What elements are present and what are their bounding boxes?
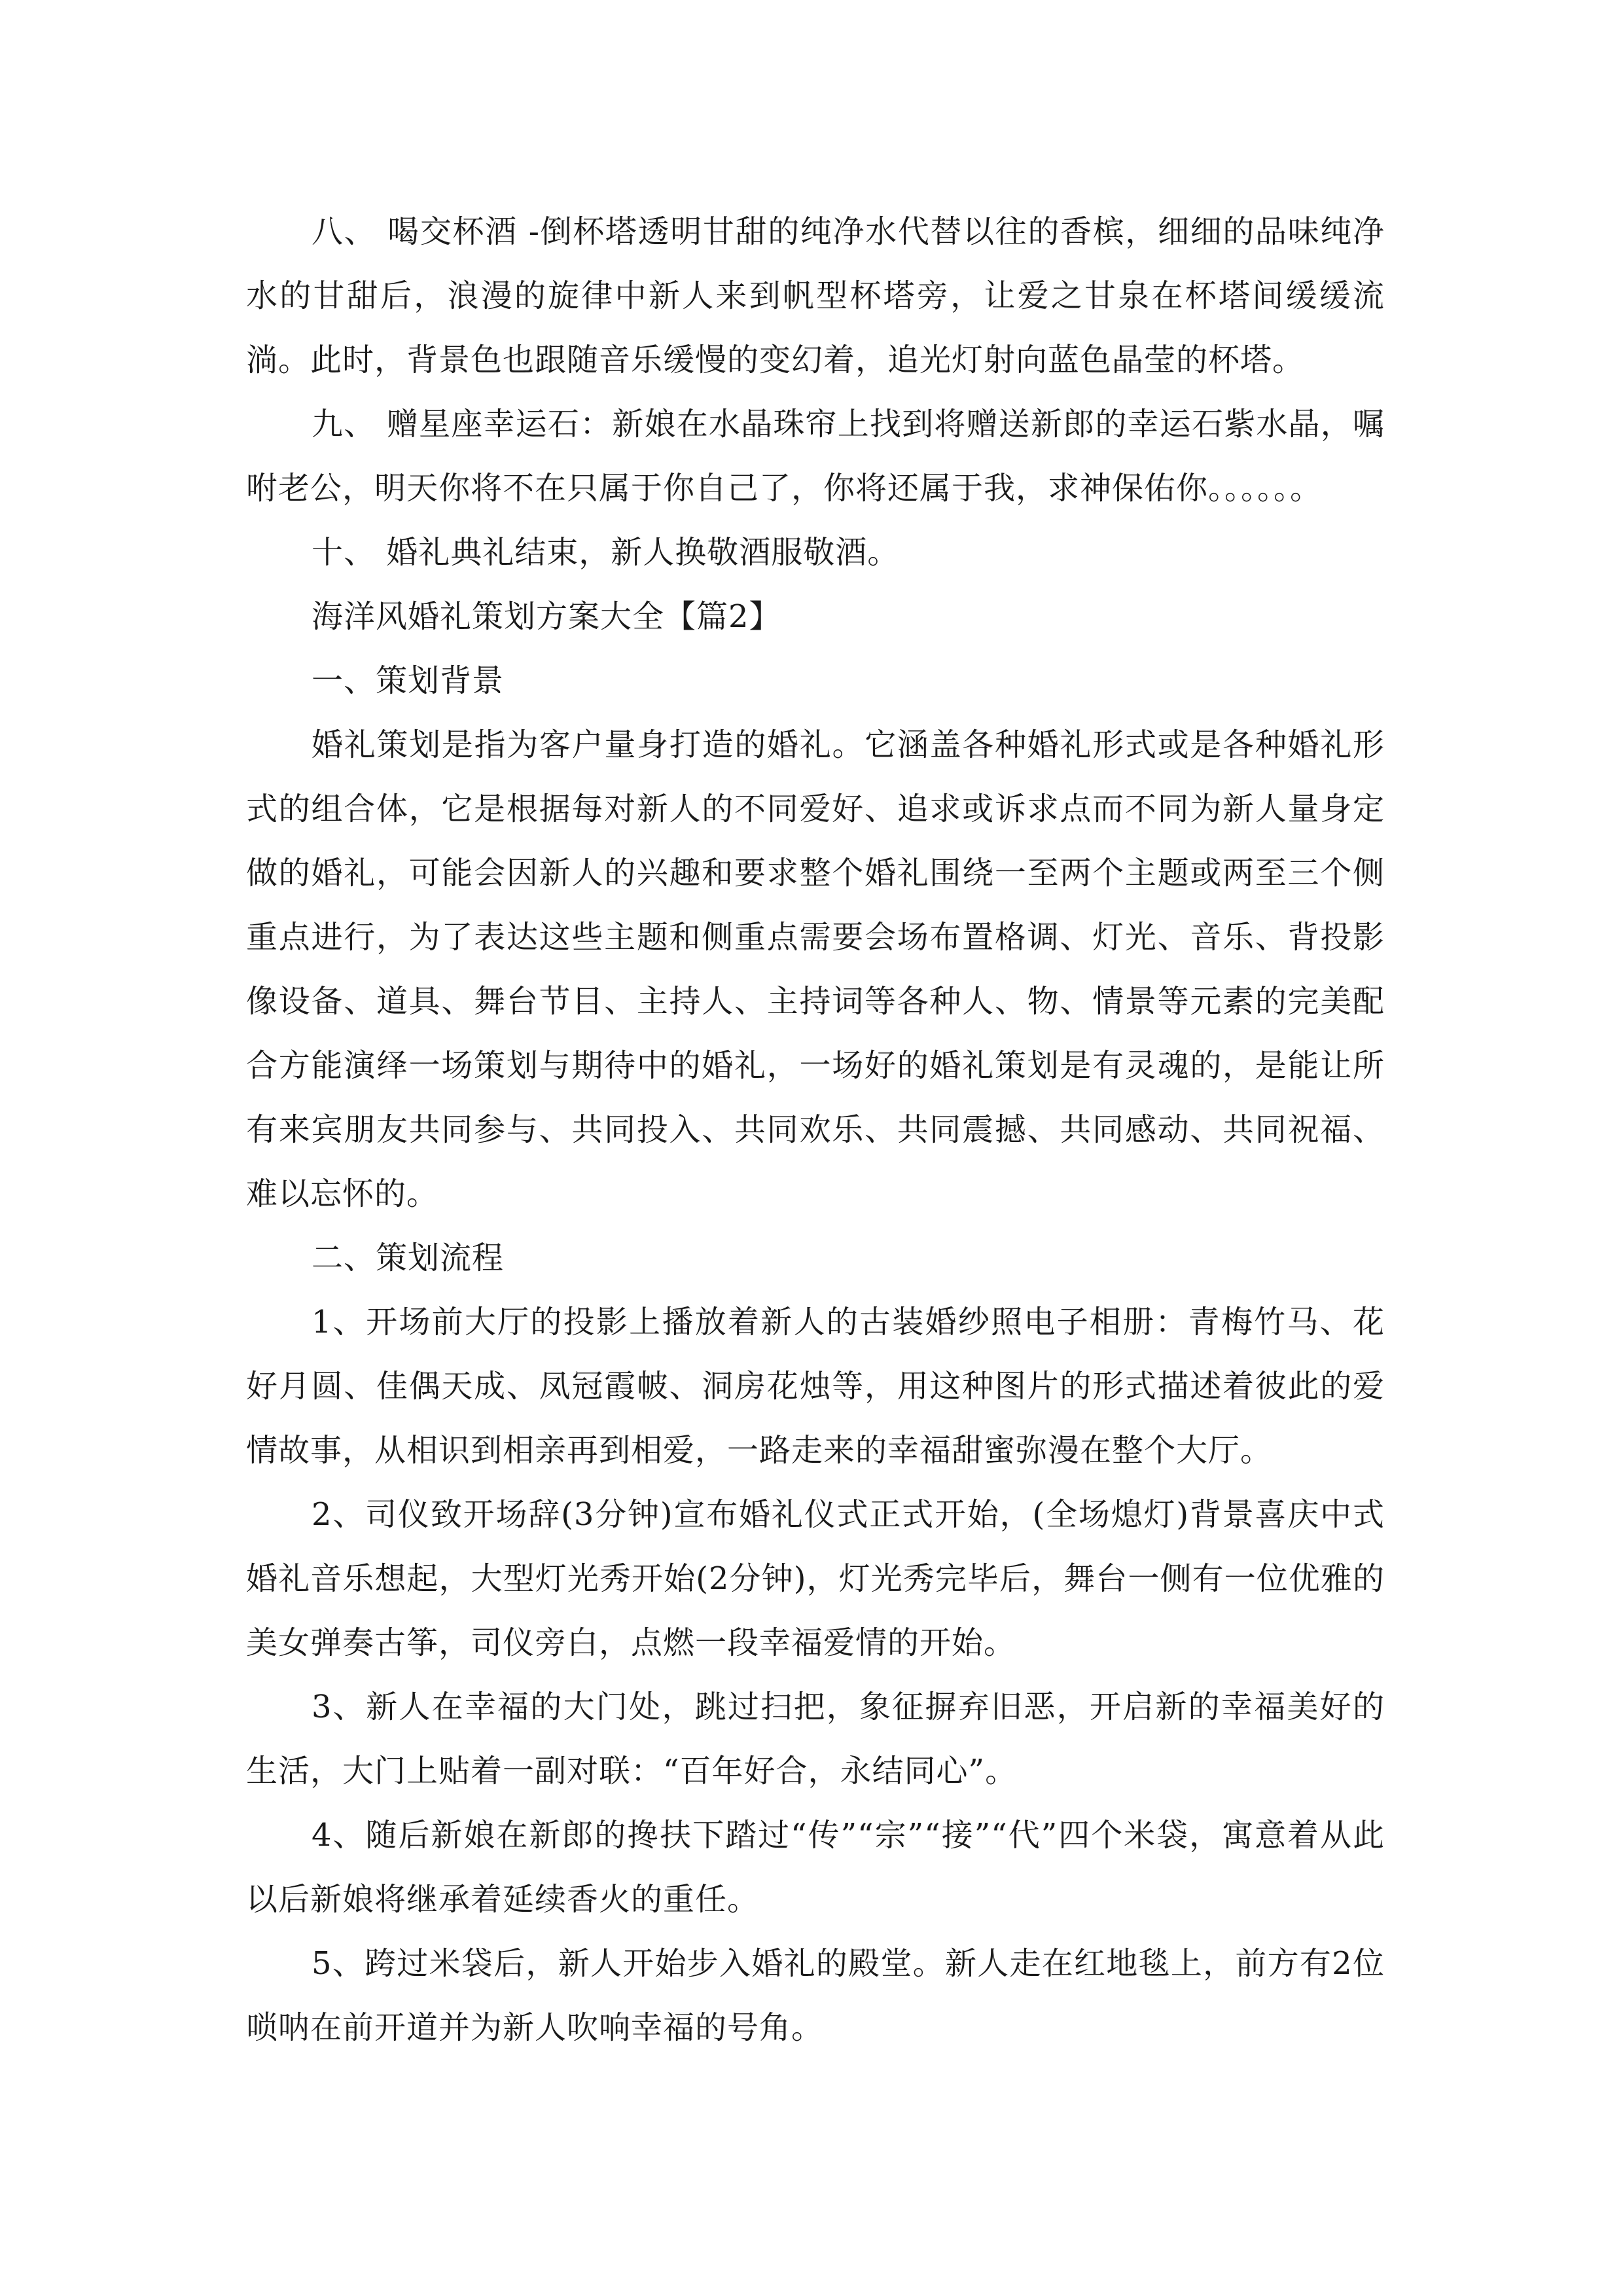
paragraph-process-2: 2、司仪致开场辞(3分钟)宣布婚礼仪式正式开始，(全场熄灯)背景喜庆中式婚礼音乐想起，大型灯光秀开始(2分钟)，灯光秀完毕后，舞台一侧有一位优雅的美女弹奏古筝，司仪旁白，点燃一段幸福爱情的开始。 bbox=[246, 1496, 1385, 1661]
paragraph-step-8: 八、 喝交杯酒 -倒杯塔透明甘甜的纯净水代替以往的香槟，细细的品味纯净水的甘甜后，浪漫的旋律中新人来到帆型杯塔旁，让爱之甘泉在杯塔间缓缓流淌。此时，背景色也跟随音乐缓慢的变幻着，追光灯射向蓝色晶莹的杯塔。 bbox=[246, 213, 1385, 378]
section-title-part-2: 海洋风婚礼策划方案大全【篇2】 bbox=[312, 598, 781, 635]
paragraph-background-text: 婚礼策划是指为客户量身打造的婚礼。它涵盖各种婚礼形式或是各种婚礼形式的组合体，它是根据每对新人的不同爱好、追求或诉求点而不同为新人量身定做的婚礼，可能会因新人的兴趣和要求整个婚礼围绕一至两个主题或两至三个侧重点进行，为了表达这些主题和侧重点需要会场布置格调、灯光、音乐、背投影像设备、道具、舞台节目、主持人、主持词等各种人、物、情景等元素的完美配合方能演绎一场策划与期待中的婚礼，一场好的婚礼策划是有灵魂的，是能让所有来宾朋友共同参与、共同投入、共同欢乐、共同震撼、共同感动、共同祝福、难以忘怀的。 bbox=[246, 726, 1385, 1212]
paragraph-process-3: 3、新人在幸福的大门处，跳过扫把，象征摒弃旧恶，开启新的幸福美好的生活，大门上贴着一副对联：“百年好合，永结同心”。 bbox=[246, 1689, 1385, 1789]
heading-planning-background: 一、策划背景 bbox=[312, 662, 505, 699]
document-body bbox=[246, 200, 1385, 2060]
heading-planning-process: 二、策划流程 bbox=[312, 1240, 505, 1276]
paragraph-step-9: 九、 赠星座幸运石：新娘在水晶珠帘上找到将赠送新郎的幸运石紫水晶，嘱咐老公，明天你将不在只属于你自己了，你将还属于我，求神保佑你。。。。。。 bbox=[246, 406, 1385, 507]
paragraph-process-1: 1、开场前大厅的投影上播放着新人的古装婚纱照电子相册：青梅竹马、花好月圆、佳偶天成、凤冠霞帔、洞房花烛等，用这种图片的形式描述着彼此的爱情故事，从相识到相亲再到相爱，一路走来的幸福甜蜜弥漫在整个大厅。 bbox=[246, 1304, 1385, 1469]
paragraph-process-4: 4、随后新娘在新郎的搀扶下踏过“传”“宗”“接”“代”四个米袋，寓意着从此以后新娘将继承着延续香火的重任。 bbox=[246, 1817, 1385, 1918]
paragraph-step-10: 十、 婚礼典礼结束，新人换敬酒服敬酒。 bbox=[312, 534, 900, 571]
paragraph-process-5: 5、跨过米袋后，新人开始步入婚礼的殿堂。新人走在红地毯上，前方有2位唢呐在前开道并为新人吹响幸福的号角。 bbox=[246, 1945, 1385, 2046]
